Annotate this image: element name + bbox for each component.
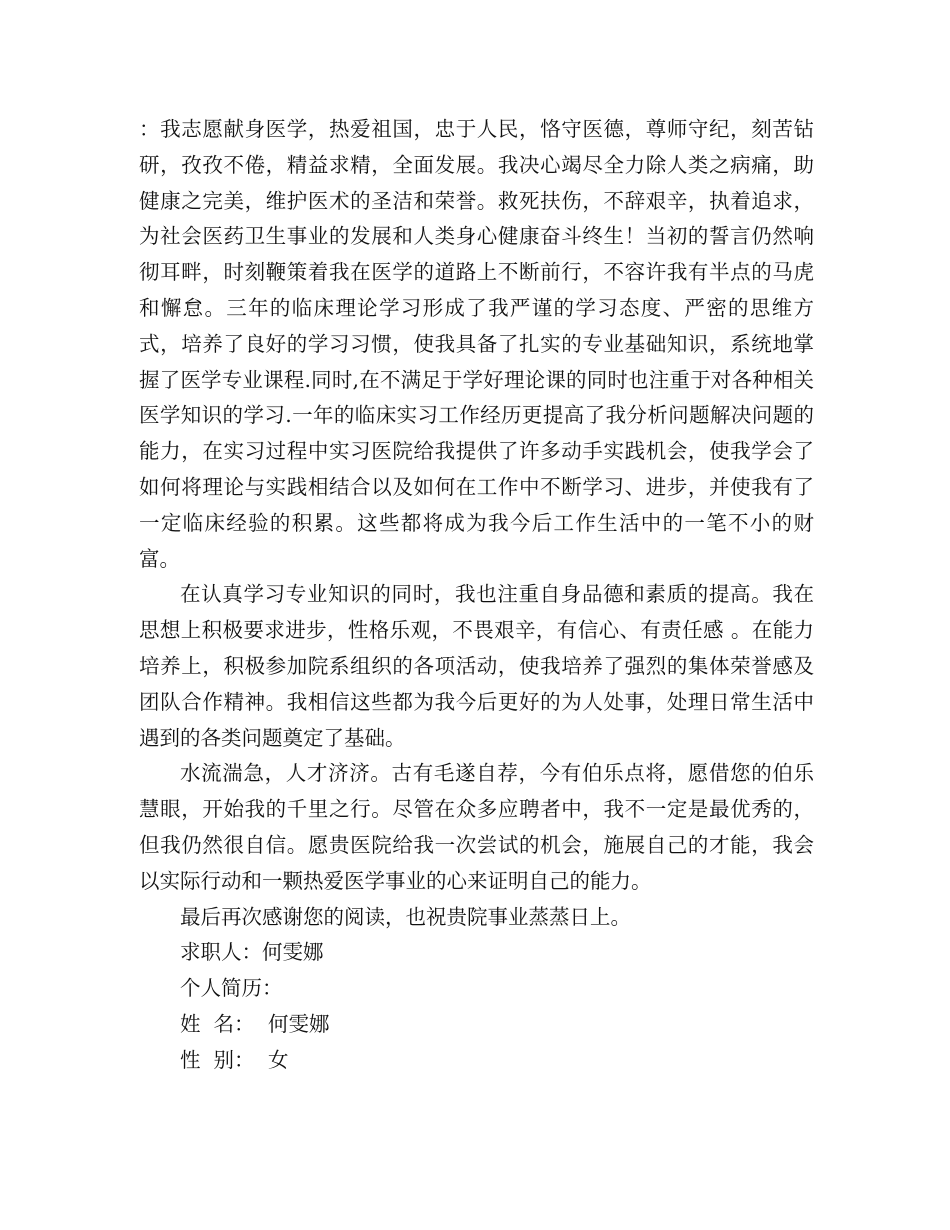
- paragraph-oath: ：我志愿献身医学，热爱祖国，忠于人民，恪守医德，尊师守纪，刻苦钻研，孜孜不倦，精益求精，全面发展。我决心竭尽全力除人类之病痛，助健康之完美，维护医术的圣洁和荣誉。救死扶伤，不辞艰辛，执着追求，为社会医药卫生事业的发展和人类身心健康奋斗终生！当初的誓言仍然响彻耳畔，时刻鞭策着我在医学的道路上不断前行，不容许我有半点的马虎和懈怠。三年的临床理论学习形成了我严谨的学习态度、严密的思维方式，培养了良好的学习习惯，使我具备了扎实的专业基础知识，系统地掌握了医学专业课程.同时,在不满足于学好理论课的同时也注重于对各种相关医学知识的学习.一年的临床实习工作经历更提高了我分析问题解决问题的能力，在实习过程中实习医院给我提供了许多动手实践机会，使我学会了如何将理论与实践相结合以及如何在工作中不断学习、进步，并使我有了一定临床经验的积累。这些都将成为我今后工作生活中的一笔不小的财富。: [139, 117, 814, 571]
- document-page: [139, 112, 814, 1079]
- resume-heading: 个人简历：: [180, 976, 283, 1001]
- paragraph-appeal: 水流湍急，人才济济。古有毛遂自荐，今有伯乐点将，愿借您的伯乐慧眼，开始我的千里之行。尽管在众多应聘者中，我不一定是最优秀的，但我仍然很自信。愿贵医院给我一次尝试的机会，施展自己的才能，我会以实际行动和一颗热爱医学事业的心来证明自己的能力。: [139, 761, 814, 893]
- resume-field-value: 女: [268, 1047, 289, 1072]
- paragraph-character: 在认真学习专业知识的同时，我也注重自身品德和素质的提高。我在思想上积极要求进步，性格乐观，不畏艰辛，有信心、有责任感 。在能力培养上，积极参加院系组织的各项活动，使我培养了强烈的集体荣誉感及团队合作精神。我相信这些都为我今后更好的为人处事，处理日常生活中遇到的各类问题奠定了基础。: [139, 582, 814, 750]
- resume-field-value: 何雯娜: [268, 1011, 330, 1036]
- closing-line: 最后再次感谢您的阅读，也祝贵院事业蒸蒸日上。: [180, 904, 631, 929]
- resume-field-label: 性 别：: [180, 1047, 255, 1072]
- resume-field-label: 姓 名：: [180, 1011, 255, 1036]
- signature-line: 求职人：何雯娜: [180, 940, 324, 965]
- resume-field-name: [139, 1007, 814, 1043]
- resume-field-gender: [139, 1043, 814, 1079]
